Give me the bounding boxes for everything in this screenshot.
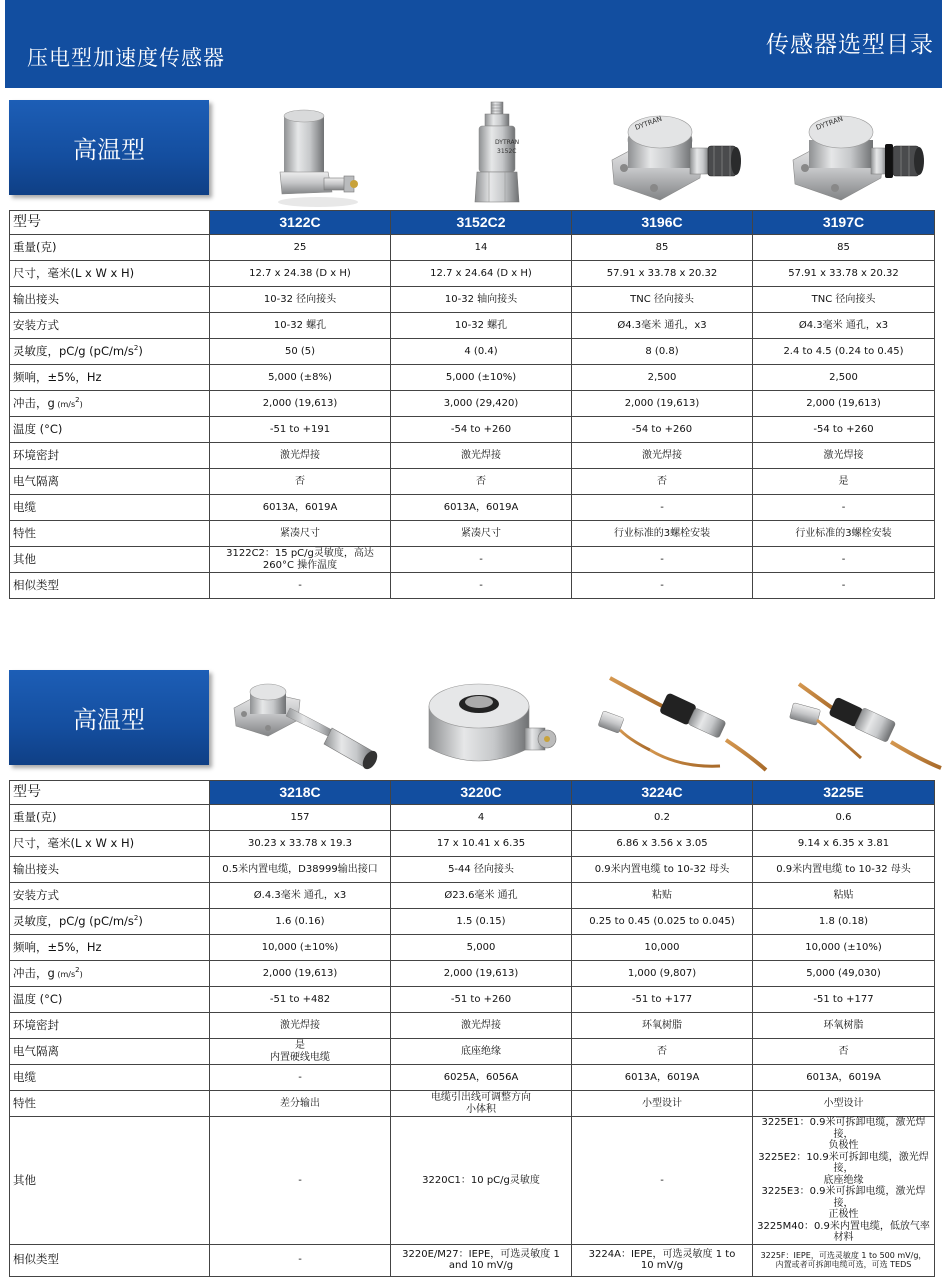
table-row (10, 987, 935, 1013)
cell-value: - (572, 573, 753, 599)
cell-value: 激光焊接 (391, 443, 572, 469)
row-label: 输出接头 (10, 287, 210, 313)
cell-value: 2,000 (19,613) (391, 961, 572, 987)
mini-sensor-cable-icon (771, 670, 942, 778)
table-row (10, 883, 935, 909)
cell-value: -54 to +260 (753, 417, 935, 443)
svg-text:3152C: 3152C (497, 148, 517, 155)
cell-value: 5-44 径向接头 (391, 857, 572, 883)
cell-value: 5,000 (391, 935, 572, 961)
cell-value: -54 to +260 (572, 417, 753, 443)
table-row (10, 287, 935, 313)
row-label: 重量(克) (10, 235, 210, 261)
svg-text:DYTRAN: DYTRAN (814, 114, 845, 132)
catalog-title: 传感器选型目录 (766, 32, 934, 58)
flange-sensor-tnc-icon (590, 100, 771, 208)
cell-value: Ø23.6毫米 通孔 (391, 883, 572, 909)
cell-value: 环氧树脂 (753, 1013, 935, 1039)
table-row (10, 1065, 935, 1091)
row-label: 输出接头 (10, 857, 210, 883)
cell-value: - (572, 495, 753, 521)
cell-value: 5,000 (49,030) (753, 961, 935, 987)
category-badge: 高温型 (9, 100, 209, 195)
table-row (10, 1091, 935, 1117)
cell-value: 否 (572, 1039, 753, 1065)
cell-value: 9.14 x 6.35 x 3.81 (753, 831, 935, 857)
cell-value: 1.8 (0.18) (753, 909, 935, 935)
model-name: 3196C (572, 211, 753, 235)
cell-value: 2,000 (19,613) (210, 391, 391, 417)
model-label: 型号 (10, 781, 210, 805)
table-row (10, 391, 935, 417)
cell-value: 57.91 x 33.78 x 20.32 (572, 261, 753, 287)
row-label: 灵敏度，pC/g $(pC/m/s^2)$ (10, 909, 210, 935)
cell-value: 差分输出 (210, 1091, 391, 1117)
product-image-3220C (409, 670, 590, 778)
page-header (5, 0, 942, 88)
cell-value: 4 (391, 805, 572, 831)
cell-value: 小型设计 (753, 1091, 935, 1117)
cell-value: 6013A，6019A (753, 1065, 935, 1091)
cell-value: 激光焊接 (210, 443, 391, 469)
row-label: 其他 (10, 1117, 210, 1245)
cell-value: 10,000 (±10%) (210, 935, 391, 961)
cell-value: 2,500 (572, 365, 753, 391)
row-label: 环境密封 (10, 443, 210, 469)
cell-value: 底座绝缘 (391, 1039, 572, 1065)
cell-value: 行业标准的3螺栓安装 (572, 521, 753, 547)
cell-value: 2,000 (19,613) (753, 391, 935, 417)
table-row (10, 547, 935, 573)
table-header-row (10, 781, 935, 805)
table-row (10, 909, 935, 935)
product-image-3122C (228, 102, 409, 210)
cell-value: 3220E/M27：IEPE，可选灵敏度 1 and 10 mV/g (391, 1244, 572, 1276)
cell-value: 3122C2：15 pC/g灵敏度，高达 260°C 操作温度 (210, 547, 391, 573)
cell-value: - (210, 1244, 391, 1276)
cell-value: 环氧树脂 (572, 1013, 753, 1039)
cell-value: 0.9米内置电缆 to 10-32 母头 (572, 857, 753, 883)
cell-value: 0.6 (753, 805, 935, 831)
spec-table (9, 210, 935, 599)
table-row (10, 857, 935, 883)
cell-value: -51 to +191 (210, 417, 391, 443)
row-label: 温度 (°C) (10, 417, 210, 443)
row-label: 电气隔离 (10, 469, 210, 495)
model-name: 3197C (753, 211, 935, 235)
cell-value: TNC 径向接头 (753, 287, 935, 313)
cell-value: 2,500 (753, 365, 935, 391)
cell-value: 25 (210, 235, 391, 261)
cell-value: 6.86 x 3.56 x 3.05 (572, 831, 753, 857)
table-row (10, 313, 935, 339)
cell-value: 3224A：IEPE，可选灵敏度 1 to 10 mV/g (572, 1244, 753, 1276)
table-row (10, 1244, 935, 1276)
table-section-2 (9, 670, 934, 1271)
cell-value: -51 to +177 (753, 987, 935, 1013)
cell-value: Ø4.3毫米 通孔，x3 (753, 313, 935, 339)
cell-value: 否 (572, 469, 753, 495)
cell-value: Ø.4.3毫米 通孔，x3 (210, 883, 391, 909)
cell-value: - (210, 573, 391, 599)
model-name: 3224C (572, 781, 753, 805)
flange-sensor-tnc-icon (771, 100, 942, 208)
table-row (10, 261, 935, 287)
cell-value: 2,000 (19,613) (572, 391, 753, 417)
cell-value: - (753, 573, 935, 599)
cell-value: 粘贴 (753, 883, 935, 909)
row-label: 电缆 (10, 495, 210, 521)
table-row (10, 365, 935, 391)
cell-value: 10-32 螺孔 (391, 313, 572, 339)
row-label: 频响，±5%，Hz (10, 365, 210, 391)
row-label: 尺寸，毫米(L x W x H) (10, 831, 210, 857)
category-badge: 高温型 (9, 670, 209, 765)
svg-text:DYTRAN: DYTRAN (495, 139, 520, 146)
cell-value: 3220C1：10 pC/g灵敏度 (391, 1117, 572, 1245)
row-label: 安装方式 (10, 313, 210, 339)
cell-value: Ø4.3毫米 通孔，x3 (572, 313, 753, 339)
row-label: 相似类型 (10, 1244, 210, 1276)
table-row (10, 1013, 935, 1039)
table-row (10, 469, 935, 495)
cell-value: 17 x 10.41 x 6.35 (391, 831, 572, 857)
row-label: 特性 (10, 521, 210, 547)
flange-sensor-cable-icon (228, 672, 409, 780)
cell-value: 1,000 (9,807) (572, 961, 753, 987)
cell-value: - (391, 573, 572, 599)
cell-value: 紧凑尺寸 (210, 521, 391, 547)
row-label: 环境密封 (10, 1013, 210, 1039)
spec-table (9, 780, 935, 1277)
cell-value: - (210, 1117, 391, 1245)
cell-value: 激光焊接 (391, 1013, 572, 1039)
cell-value: TNC 径向接头 (572, 287, 753, 313)
cell-value: 6013A，6019A (572, 1065, 753, 1091)
cell-value: 5,000 (±8%) (210, 365, 391, 391)
product-image-3152C2 (409, 100, 590, 208)
model-name: 3220C (391, 781, 572, 805)
cell-value: 3225E1：0.9米可拆卸电缆，激光焊接， 负极性 3225E2：10.9米可拆卸电缆，激光焊接， 底座绝缘 3225E3：0.9米可拆卸电缆，激光焊接， 正极性 3225M40：0.9米内置电缆，低放气率材料 (753, 1117, 935, 1245)
table-section-1 (9, 100, 934, 600)
product-image-3218C (228, 672, 409, 780)
row-label: 冲击，g $(m/s^2)$ (10, 961, 210, 987)
cell-value: 6013A，6019A (391, 495, 572, 521)
cell-value: 激光焊接 (572, 443, 753, 469)
cell-value: 2,000 (19,613) (210, 961, 391, 987)
cell-value: 3225F：IEPE，可选灵敏度 1 to 500 mV/g， 内置或者可拆卸电缆可选，可选 TEDS (753, 1244, 935, 1276)
product-image-3225E (771, 670, 942, 778)
row-label: 冲击，g $(m/s^2)$ (10, 391, 210, 417)
row-label: 其他 (10, 547, 210, 573)
cell-value: 激光焊接 (210, 1013, 391, 1039)
cell-value: 10-32 轴向接头 (391, 287, 572, 313)
model-name: 3225E (753, 781, 935, 805)
cell-value: 否 (391, 469, 572, 495)
cell-value: - (210, 1065, 391, 1091)
product-image-3196C (590, 100, 771, 208)
cell-value: 粘贴 (572, 883, 753, 909)
cell-value: 6013A，6019A (210, 495, 391, 521)
svg-text:DYTRAN: DYTRAN (633, 114, 664, 132)
table-row (10, 495, 935, 521)
cell-value: - (572, 1117, 753, 1245)
cell-value: 85 (572, 235, 753, 261)
cell-value: 4 (0.4) (391, 339, 572, 365)
cell-value: 激光焊接 (753, 443, 935, 469)
cell-value: 10,000 (572, 935, 753, 961)
cell-value: 0.9米内置电缆 to 10-32 母头 (753, 857, 935, 883)
cell-value: 0.25 to 0.45 (0.025 to 0.045) (572, 909, 753, 935)
cell-value: 50 (5) (210, 339, 391, 365)
cell-value: 30.23 x 33.78 x 19.3 (210, 831, 391, 857)
table-row (10, 1117, 935, 1245)
category-title: 压电型加速度传感器 (27, 46, 225, 70)
product-image-3197C (771, 100, 942, 208)
row-label: 灵敏度，pC/g $(pC/m/s^2)$ (10, 339, 210, 365)
cell-value: 5,000 (±10%) (391, 365, 572, 391)
table-row (10, 417, 935, 443)
model-name: 3152C2 (391, 211, 572, 235)
table-row (10, 573, 935, 599)
model-label: 型号 (10, 211, 210, 235)
cell-value: 小型设计 (572, 1091, 753, 1117)
row-label: 重量(克) (10, 805, 210, 831)
table-row (10, 521, 935, 547)
row-label: 频响，±5%，Hz (10, 935, 210, 961)
cell-value: 紧凑尺寸 (391, 521, 572, 547)
cell-value: -51 to +177 (572, 987, 753, 1013)
cell-value: 否 (210, 469, 391, 495)
hex-base-sensor-axial-icon (409, 100, 590, 208)
cell-value: 2.4 to 4.5 (0.24 to 0.45) (753, 339, 935, 365)
cell-value: 8 (0.8) (572, 339, 753, 365)
cell-value: -51 to +260 (391, 987, 572, 1013)
table-row (10, 443, 935, 469)
cell-value: 12.7 x 24.64 (D x H) (391, 261, 572, 287)
table-row (10, 961, 935, 987)
table-header-row (10, 211, 935, 235)
row-label: 电气隔离 (10, 1039, 210, 1065)
row-label: 特性 (10, 1091, 210, 1117)
row-label: 尺寸，毫米(L x W x H) (10, 261, 210, 287)
cell-value: - (753, 547, 935, 573)
model-name: 3122C (210, 211, 391, 235)
cell-value: - (391, 547, 572, 573)
cell-value: 85 (753, 235, 935, 261)
table-row (10, 831, 935, 857)
cell-value: 是 内置硬线电缆 (210, 1039, 391, 1065)
row-label: 安装方式 (10, 883, 210, 909)
cell-value: 行业标准的3螺栓安装 (753, 521, 935, 547)
cell-value: - (753, 495, 935, 521)
cell-value: 3,000 (29,420) (391, 391, 572, 417)
row-label: 电缆 (10, 1065, 210, 1091)
mini-sensor-cable-icon (590, 670, 771, 778)
cell-value: 1.6 (0.16) (210, 909, 391, 935)
cell-value: 12.7 x 24.38 (D x H) (210, 261, 391, 287)
table-row (10, 805, 935, 831)
cell-value: 0.5米内置电缆，D38999输出接口 (210, 857, 391, 883)
cell-value: 电缆引出线可调整方向 小体积 (391, 1091, 572, 1117)
ring-sensor-icon (409, 670, 590, 778)
cylinder-sensor-radial-icon (228, 102, 409, 210)
cell-value: 57.91 x 33.78 x 20.32 (753, 261, 935, 287)
cell-value: 否 (753, 1039, 935, 1065)
cell-value: 157 (210, 805, 391, 831)
cell-value: - (572, 547, 753, 573)
cell-value: 6025A，6056A (391, 1065, 572, 1091)
table-row (10, 339, 935, 365)
cell-value: 10-32 螺孔 (210, 313, 391, 339)
row-label: 温度 (°C) (10, 987, 210, 1013)
table-row (10, 1039, 935, 1065)
cell-value: -51 to +482 (210, 987, 391, 1013)
model-name: 3218C (210, 781, 391, 805)
cell-value: 10,000 (±10%) (753, 935, 935, 961)
cell-value: 1.5 (0.15) (391, 909, 572, 935)
cell-value: -54 to +260 (391, 417, 572, 443)
row-label: 相似类型 (10, 573, 210, 599)
cell-value: 14 (391, 235, 572, 261)
table-row (10, 935, 935, 961)
cell-value: 是 (753, 469, 935, 495)
table-row (10, 235, 935, 261)
cell-value: 10-32 径向接头 (210, 287, 391, 313)
cell-value: 0.2 (572, 805, 753, 831)
product-image-3224C (590, 670, 771, 778)
